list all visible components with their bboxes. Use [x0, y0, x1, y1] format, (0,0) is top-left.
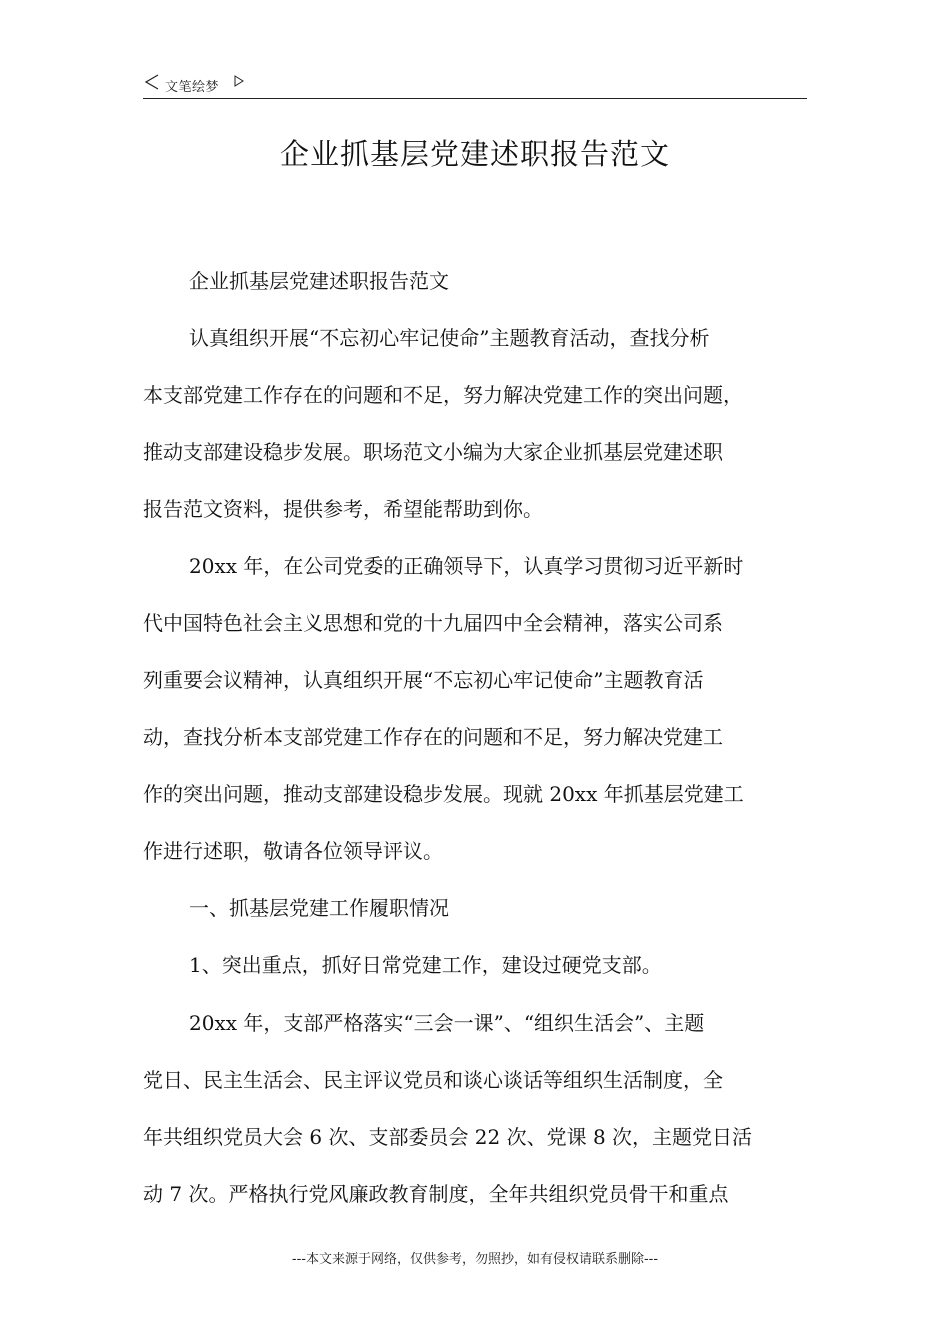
paragraph-line: 推动支部建设稳步发展。职场范文小编为大家企业抓基层党建述职	[143, 440, 723, 464]
paragraph-line: 本支部党建工作存在的问题和不足，努力解决党建工作的突出问题，	[143, 383, 743, 407]
brand-name: 文笔绘梦	[165, 80, 220, 95]
paragraph-line: 认真组织开展“不忘初心牢记使命”主题教育活动，查找分析	[189, 326, 710, 350]
paragraph-line: 代中国特色社会主义思想和党的十九届四中全会精神，落实公司系	[143, 611, 723, 635]
paragraph-line: 报告范文资料，提供参考，希望能帮助到你。	[143, 497, 543, 521]
subsection-heading: 1、突出重点，抓好日常党建工作，建设过硬党支部。	[189, 953, 662, 977]
paragraph-line: 动，查找分析本支部党建工作存在的问题和不足，努力解决党建工	[143, 725, 723, 749]
paragraph-line: 作的突出问题，推动支部建设稳步发展。现就 20xx 年抓基层党建工	[143, 782, 744, 806]
paragraph-line: 20xx 年，支部严格落实“三会一课”、“组织生活会”、主题	[189, 1011, 705, 1035]
paragraph-line: 年共组织党员大会 6 次、支部委员会 22 次、党课 8 次，主题党日活	[143, 1125, 753, 1149]
paragraph-line: 党日、民主生活会、民主评议党员和谈心谈话等组织生活制度，全	[143, 1068, 723, 1092]
right-triangle-icon	[234, 75, 244, 87]
paragraph-line: 动 7 次。严格执行党风廉政教育制度，全年共组织党员骨干和重点	[143, 1182, 729, 1206]
page-footer: ---本文来源于网络，仅供参考，勿照抄，如有侵权请联系删除---	[291, 1252, 659, 1267]
paragraph-line: 作进行述职，敬请各位领导评议。	[143, 839, 443, 863]
paragraph-line: 企业抓基层党建述职报告范文	[189, 269, 449, 293]
left-triangle-icon	[145, 74, 159, 90]
section-heading: 一、抓基层党建工作履职情况	[189, 896, 449, 920]
paragraph-line: 20xx 年，在公司党委的正确领导下，认真学习贯彻习近平新时	[189, 554, 744, 578]
paragraph-line: 列重要会议精神，认真组织开展“不忘初心牢记使命”主题教育活	[143, 668, 704, 692]
document-title: 企业抓基层党建述职报告范文	[279, 137, 670, 171]
page-header	[143, 72, 807, 99]
